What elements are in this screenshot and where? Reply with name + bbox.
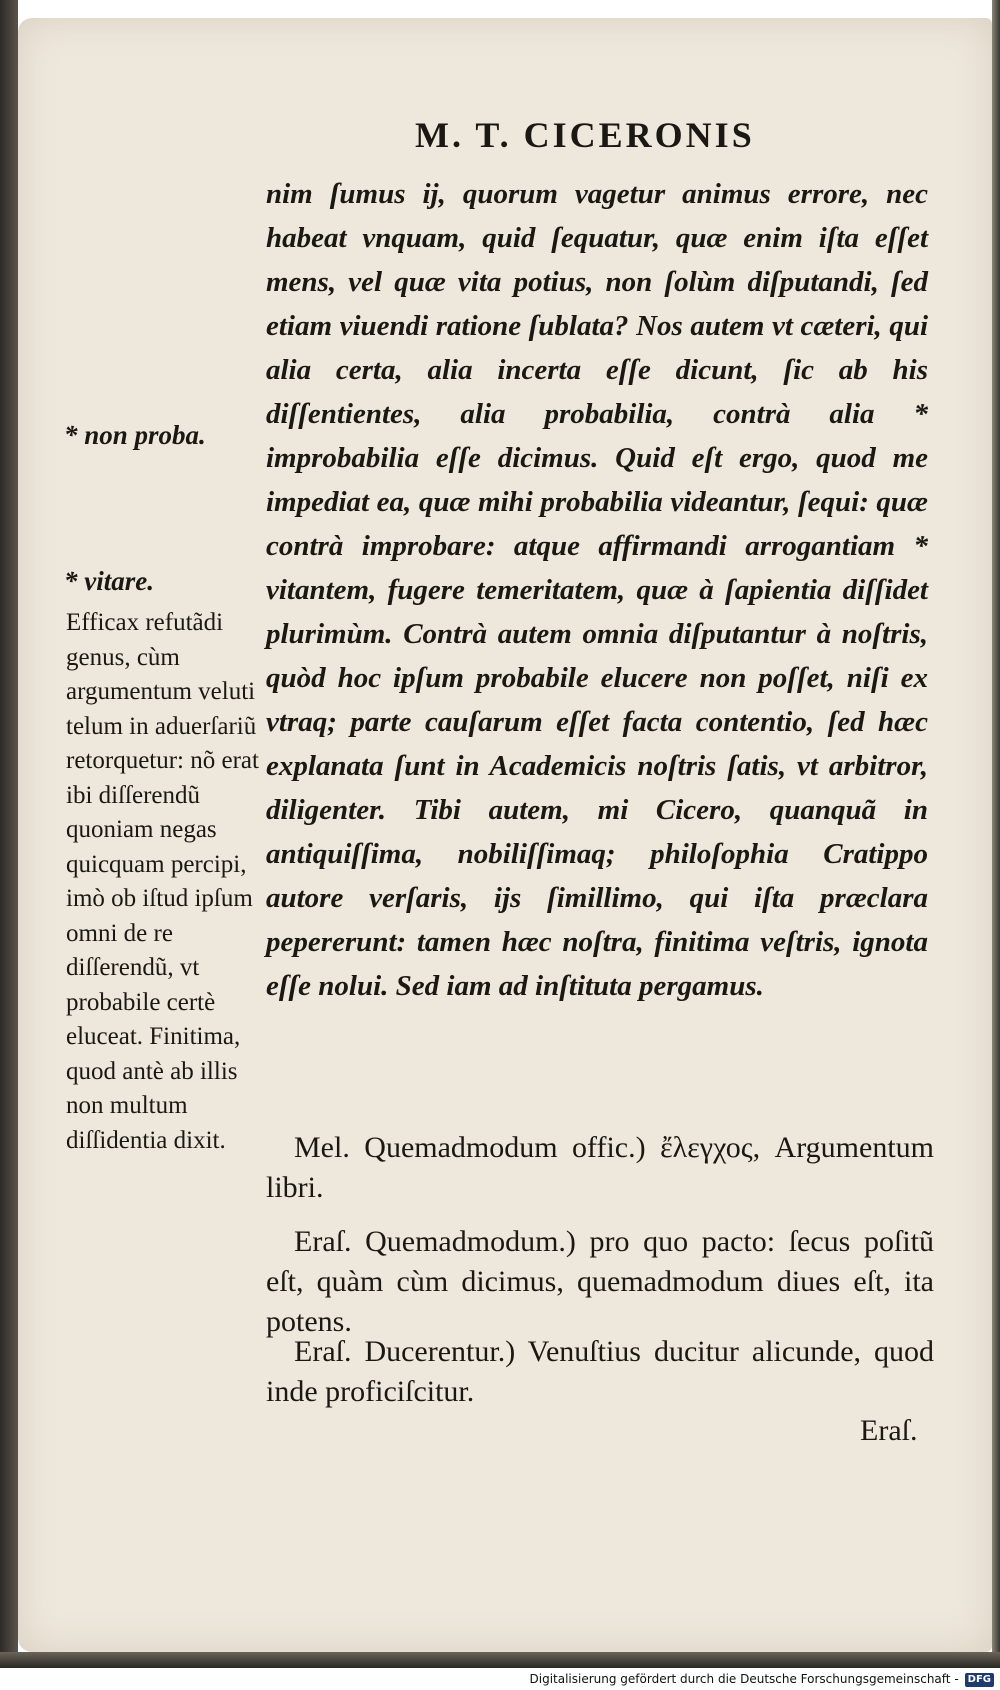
book-spine [0, 0, 18, 1690]
commentary-eras-quemadmodum: Eraſ. Quemadmodum.) pro quo pacto: ſecus poſitũ eſt, quàm cùm dicimus, quemadmodum diues eſt, ita potens. [266, 1225, 934, 1338]
footer-credit: Digitalisierung gefördert durch die Deutsche Forschungsgemeinschaft - [529, 1672, 959, 1686]
running-title: M. T. CICERONIS [415, 115, 755, 155]
main-text-block: nim ſumus ij, quorum vagetur animus errore, nec habeat vnquam, quid ſequatur, quæ enim iſta eſſet mens, vel quæ vita potius, non ſolùm diſputandi, ſed etiam viuendi ratione ſublata? Nos autem vt cæteri, qui alia certa, alia incerta eſſe dicunt, ſic ab his diſſentientes, alia probabilia, contrà alia * improbabilia eſſe dicimus. Quid eſt ergo, quod me impediat ea, quæ mihi probabilia videantur, ſequi: quæ contrà improbare: atque affirmandi arrogantiam * vitantem, fugere temeritatem, quæ à ſapientia diſſidet plurimùm. Contrà autem omnia diſputantur à noſtris, quòd hoc ipſum probabile elucere non poſſet, niſi ex vtraq; parte cauſarum eſſet facta contentio, ſed hæc explanata ſunt in Academicis noſtris ſatis, vt arbitror, diligenter. Tibi autem, mi Cicero, quanquã in antiquiſſima, nobiliſſimaq; philoſophia Cratippo autore verſaris, ijs ſimillimo, qui iſta præclara pepererunt: tamen hæc noſtra, finitima veſtris, ignota eſſe nolui. Sed iam ad inſtituta pergamus. [266, 178, 928, 1002]
digitization-footer [0, 1668, 1000, 1690]
dfg-logo-icon: DFG [965, 1673, 994, 1687]
margin-note-vitare: * vitare. [64, 566, 154, 596]
page-edge-bottom [0, 1652, 1000, 1668]
commentary-eras-ducerentur: Eraſ. Ducerentur.) Venuſtius ducitur alicunde, quod inde proficiſcitur. [266, 1335, 934, 1408]
margin-note-commentary: Efficax refutãdi genus, cùm argumentum veluti telum in aduerſariũ retorquetur: nõ erat ibi diſſerendũ quoniam negas quicquam percipi, imò ob iſtud ipſum omni de re diſſerendũ, vt probabile certè eluceat. Finitima, quod antè ab illis non multum diſſidentia dixit. [66, 609, 259, 1154]
catchword: Eraſ. [860, 1414, 918, 1447]
commentary-mel-quemadmodum: Mel. Quemadmodum offic.) ἔλεγχος, Argumentum libri. [266, 1131, 934, 1204]
page-edge-right [992, 0, 1000, 1652]
margin-note-non-proba: * non proba. [64, 420, 206, 450]
